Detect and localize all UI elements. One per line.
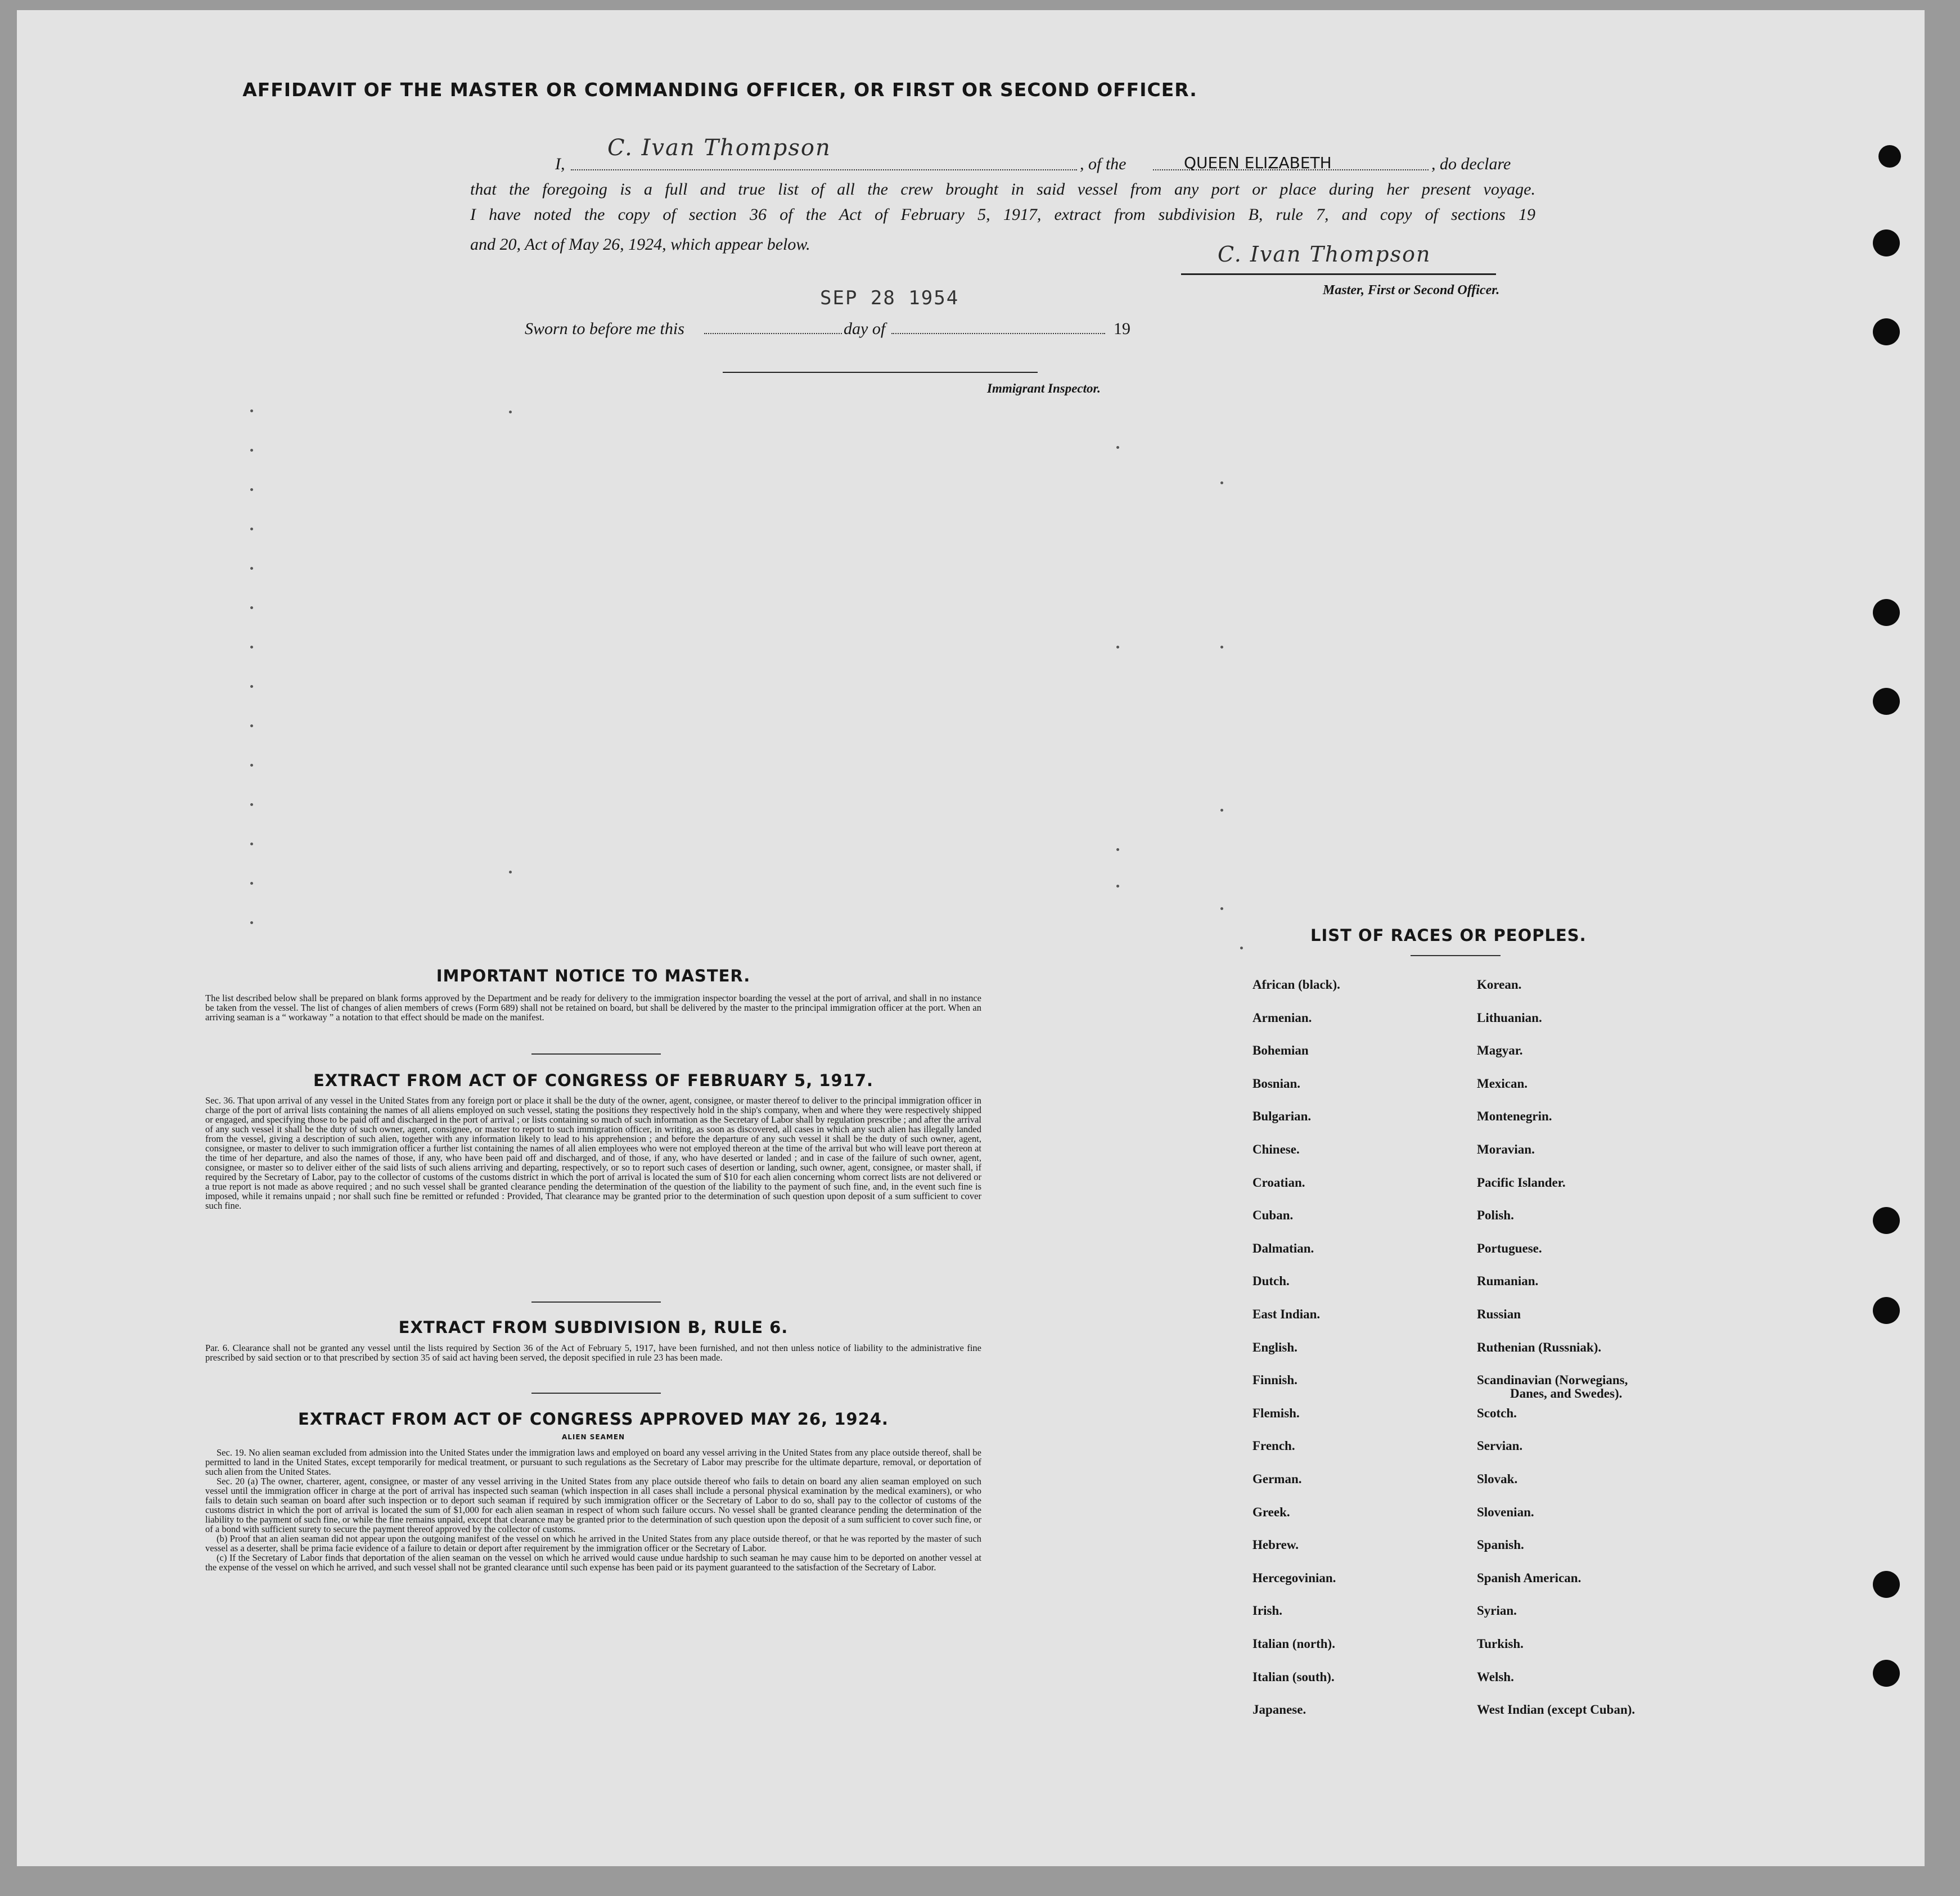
master-signature: C. Ivan Thompson — [1218, 242, 1431, 267]
race-item: Cuban. — [1252, 1208, 1294, 1223]
race-item: Ruthenian (Russniak). — [1477, 1340, 1602, 1354]
race-item: Bulgarian. — [1252, 1109, 1312, 1124]
do-declare-label: , do declare — [1431, 155, 1511, 173]
notice-text: The list described below shall be prepared on blank forms approved by the Department and be ready for delivery to the immigration inspector boarding the vessel at the port of arrival, and shall in no instance be taken from the vessel. The list of changes of alien members of crews (Form 689) shall not be retained on board, but shall be delivered by the master to the principal immigration officer at the port. When an arriving seaman is a “ workaway ” a notation to that effect should be made on the manifest. — [205, 993, 981, 1023]
notice-title: IMPORTANT NOTICE TO MASTER. — [436, 966, 751, 985]
extract-1917-text: Sec. 36. That upon arrival of any vessel in the United States from any foreign port or place it shall be the duty of the owner, agent, consignee, or master thereof to deliver to the principal immigration officer in charge of the port of arrival lists containing the names of all aliens employed on such vessel, stating the positions they respectively hold in the ship's company, when and where they were respectively shipped or engaged, and specifying those to be paid off and discharged in the port of arrival ; or lists containing so much of such information as the Secretary of Labor shall by regulation prescribe ; and after the arrival of any such vessel it shall be the duty of such owner, agent, consignee, or master to report to such immigration officer, in writing, as soon as discovered, all cases in which any such alien has illegally landed from the vessel, giving a description of such alien, together with any information likely to lead to his apprehension ; and before the departure of any such vessel it shall be the duty of such owner, agent, consignee, or master to deliver to such immigration officer a further list containing the names of all alien employees who were not employed thereon at the time of the arrival but who will leave port thereon at the time of her departure, and also the names of those, if any, who have been paid off and discharged, and of those, if any, who have deserted or landed ; and in case of the failure of such owner, agent, consignee, or master so to deliver either of the said lists of such aliens arriving and departing, respectively, or so to report such cases of desertion or landing, such owner, agent, consignee, or master shall, if required by the Secretary of Labor, pay to the collector of customs of the customs district in which the port of arrival is located the sum of $10 for each alien concerning whom correct lists are not delivered or a true report is not made as above required ; and no such vessel shall be granted clearance pending the determination of the question of the liability to the payment of such fine, and, in the event such fine is imposed, while it remains unpaid ; nor shall such fine be remitted or refunded : Provided, That clearance may be granted prior to the determination of such question upon deposit of a sum sufficient to cover such fine. — [205, 1095, 981, 1211]
race-item: Scotch. — [1477, 1406, 1517, 1420]
year-label: 19 — [1114, 319, 1130, 338]
vessel-name: QUEEN ELIZABETH — [1184, 154, 1332, 172]
race-item: Irish. — [1252, 1604, 1283, 1618]
separator-2 — [531, 1301, 661, 1303]
affidavit-title: AFFIDAVIT OF THE MASTER OR COMMANDING OFFICER, OR FIRST OR SECOND OFFICER. — [242, 79, 1197, 101]
extract-rule6-title: EXTRACT FROM SUBDIVISION B, RULE 6. — [398, 1318, 788, 1337]
extract-1917-title: EXTRACT FROM ACT OF CONGRESS OF FEBRUARY 5, 1917. — [313, 1071, 874, 1090]
day-of-label: day of — [844, 319, 886, 338]
race-item: Portuguese. — [1477, 1241, 1542, 1255]
races-title-underline — [1411, 955, 1501, 956]
sworn-day-line — [704, 333, 842, 334]
affidavit-line-2: that the foregoing is a full and true list of all the crew brought in said vessel from any port or place during her present voyage. — [470, 180, 1535, 199]
race-item: Japanese. — [1252, 1703, 1306, 1717]
race-item: Mexican. — [1477, 1076, 1528, 1091]
race-item: Welsh. — [1477, 1669, 1514, 1684]
race-item: Magyar. — [1477, 1043, 1523, 1058]
separator-1 — [531, 1053, 661, 1055]
extract-rule6-text: Par. 6. Clearance shall not be granted any vessel until the lists required by Section 36 of the Act of February 5, 1917, have been furnished, and not then unless notice of liability to the administrative fine prescribed by said section or to that prescribed by section 35 of said act having been served, the deposit specified in rule 23 has been made. — [205, 1343, 981, 1363]
extract-1924-body — [205, 1448, 981, 1572]
race-item: Bohemian — [1252, 1043, 1309, 1058]
race-item: Italian (north). — [1252, 1637, 1335, 1651]
race-item: Rumanian. — [1477, 1274, 1539, 1289]
race-item: Moravian. — [1477, 1142, 1535, 1156]
date-stamp: SEP 28 1954 — [820, 287, 959, 309]
extract-1924-para-2: Sec. 20 (a) The owner, charterer, agent, consignee, or master of any vessel arriving in the United States from any place outside thereof who fails to detain on board any alien seaman employed on such vessel until the immigration officer in charge at the port of arrival has inspected such seaman (which inspection in all cases shall include a personal physical examination by the medical examiners), or who fails to detain such seaman on board after such inspection or to deport such seaman if required by such immigration officer or the Secretary of Labor to do so, shall pay to the collector of customs of the customs district in which the port of arrival is located the sum of $1,000 for each alien seaman in respect of whom such failure occurs. No vessel shall be granted clearance pending the determination of the liability to the payment of such fine, or while the fine remains unpaid, except that clearance may be granted prior to the determination of such question upon the deposit of a sum sufficient to cover such fine, or of a bond with sufficient surety to secure the payment thereof approved by the collector of customs. — [205, 1476, 981, 1534]
race-item: Armenian. — [1252, 1010, 1312, 1025]
sworn-month-line — [891, 333, 1105, 334]
race-item: Greek. — [1252, 1505, 1290, 1519]
form-page — [17, 10, 1925, 1866]
race-item: Servian. — [1477, 1439, 1523, 1453]
race-item: Hebrew. — [1252, 1538, 1299, 1552]
race-item: Spanish American. — [1477, 1570, 1581, 1585]
race-item: Syrian. — [1477, 1604, 1517, 1618]
race-item: Montenegrin. — [1477, 1109, 1552, 1124]
race-item: Pacific Islander. — [1477, 1175, 1566, 1190]
officer-name-signature: C. Ivan Thompson — [607, 135, 831, 161]
race-item: Lithuanian. — [1477, 1010, 1542, 1025]
officer-name-line — [571, 169, 1077, 170]
race-item: Italian (south). — [1252, 1669, 1335, 1684]
race-item: Chinese. — [1252, 1142, 1300, 1156]
race-item: Slovak. — [1477, 1472, 1518, 1486]
extract-1924-para-3: (b) Proof that an alien seaman did not appear upon the outgoing manifest of the vessel on which he arrived in the United States from any place outside thereof, or that he was reported by the master of such vessel as a deserter, shall be prima facie evidence of a failure to detain or deport after requirement by the immigration officer or the Secretary of Labor. — [205, 1533, 981, 1553]
race-item: Bosnian. — [1252, 1076, 1301, 1091]
race-item: West Indian (except Cuban). — [1477, 1703, 1635, 1717]
race-item: Flemish. — [1252, 1406, 1300, 1420]
race-item: East Indian. — [1252, 1307, 1321, 1321]
of-the-label: , of the — [1080, 155, 1127, 173]
race-item-continuation: Danes, and Swedes). — [1510, 1386, 1623, 1401]
affidavit-line-4: and 20, Act of May 26, 1924, which appear below. — [470, 235, 810, 254]
race-item: Polish. — [1477, 1208, 1514, 1223]
race-item: English. — [1252, 1340, 1297, 1354]
extract-1924-title: EXTRACT FROM ACT OF CONGRESS APPROVED MAY 26, 1924. — [298, 1409, 889, 1429]
race-item: Dutch. — [1252, 1274, 1290, 1289]
extract-1924-para-4: (c) If the Secretary of Labor finds that deportation of the alien seaman on the vessel on which he arrived would cause undue hardship to such seaman he may cause him to be deported on another vessel at the expense of the vessel on which he arrived, and such vessel shall not be granted clearance until such expense has been paid or its payment guaranteed to the satisfaction of the Secretary of Labor. — [205, 1552, 981, 1573]
race-item: Russian — [1477, 1307, 1521, 1321]
master-caption: Master, First or Second Officer. — [1323, 283, 1500, 298]
sworn-label: Sworn to before me this — [525, 319, 684, 338]
race-item: Hercegovinian. — [1252, 1570, 1336, 1585]
race-item: Korean. — [1477, 978, 1522, 992]
race-item: African (black). — [1252, 978, 1340, 992]
affidavit-i-label: I, — [555, 155, 565, 173]
inspector-caption: Immigrant Inspector. — [987, 381, 1101, 395]
race-item: Croatian. — [1252, 1175, 1305, 1190]
race-item: German. — [1252, 1472, 1302, 1486]
races-title: LIST OF RACES OR PEOPLES. — [1310, 926, 1587, 945]
extract-1924-para-1: Sec. 19. No alien seaman excluded from admission into the United States under the immigration laws and employed on board any vessel arriving in the United States from any place outside thereof, shall be permitted to land in the United States, except temporarily for medical treatment, or pursuant to such regulations as the Secretary of Labor may prescribe for the ultimate departure, removal, or deportation of such alien from the United States. — [205, 1447, 981, 1477]
race-item: Finnish. — [1252, 1373, 1297, 1388]
inspector-signature-line — [723, 372, 1038, 373]
affidavit-line-3: I have noted the copy of section 36 of the Act of February 5, 1917, extract from subdivision B, rule 7, and copy of sections 19 — [470, 205, 1535, 224]
race-item: Scandinavian (Norwegians, — [1477, 1373, 1628, 1388]
race-item: Turkish. — [1477, 1637, 1524, 1651]
master-signature-line — [1181, 273, 1496, 275]
extract-1924-subtitle: ALIEN SEAMEN — [561, 1433, 625, 1441]
race-item: Dalmatian. — [1252, 1241, 1314, 1255]
separator-3 — [531, 1393, 661, 1394]
race-item: French. — [1252, 1439, 1295, 1453]
race-item: Slovenian. — [1477, 1505, 1534, 1519]
race-item: Spanish. — [1477, 1538, 1524, 1552]
